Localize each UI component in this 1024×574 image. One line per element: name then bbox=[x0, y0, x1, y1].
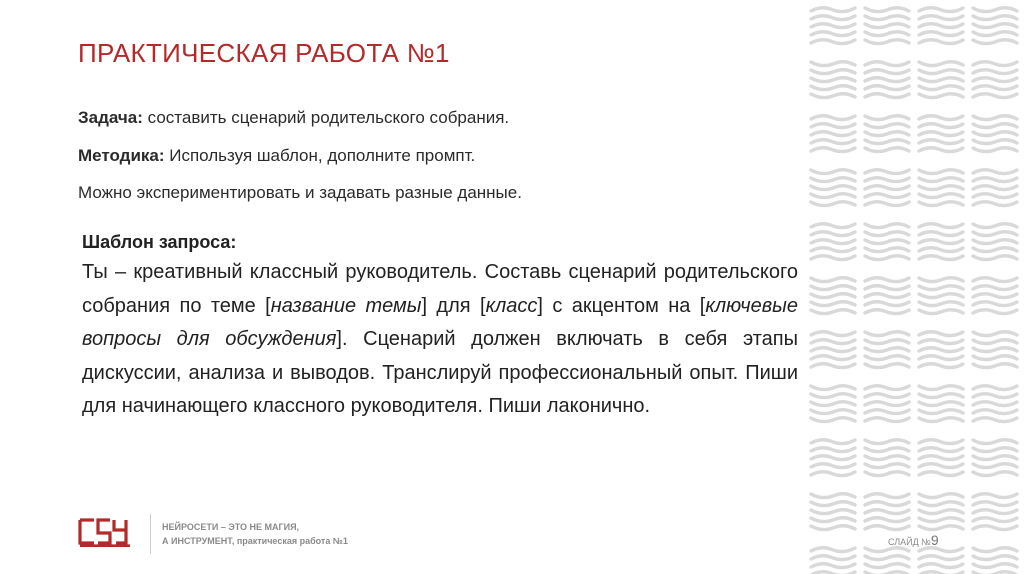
footer-line-1: НЕЙРОСЕТИ – ЭТО НЕ МАГИЯ, bbox=[162, 522, 300, 532]
task-line bbox=[78, 108, 509, 128]
template-body bbox=[82, 256, 798, 424]
pattern-tile bbox=[811, 170, 855, 206]
pattern-tile bbox=[973, 170, 1017, 206]
pattern-tile bbox=[811, 440, 855, 476]
pattern-tile bbox=[811, 62, 855, 98]
template-text-4: ]. Сценарий должен включать в себя этапы дискуссии, анализа и выводов. Транслируй профессиональный опыт. Пиши для начинающего классного руководителя. Пиши лаконично. bbox=[82, 328, 798, 417]
footer-divider bbox=[150, 514, 151, 554]
pattern-tile bbox=[973, 278, 1017, 314]
method-label: Методика: bbox=[78, 146, 165, 165]
footer-line-2: А ИНСТРУМЕНТ, практическая работа №1 bbox=[162, 536, 348, 546]
method-text: Используя шаблон, дополните промпт. bbox=[164, 146, 476, 165]
pattern-tile bbox=[865, 116, 909, 152]
note-line: Можно экспериментировать и задавать разные данные. bbox=[78, 183, 522, 202]
pattern-tile bbox=[811, 332, 855, 368]
pattern-tile bbox=[865, 170, 909, 206]
footer-caption bbox=[162, 520, 348, 548]
pattern-tile bbox=[811, 386, 855, 422]
task-text: составить сценарий родительского собрания. bbox=[142, 108, 510, 127]
pattern-tile bbox=[811, 116, 855, 152]
task-label: Задача: bbox=[78, 108, 143, 127]
pattern-tile bbox=[811, 224, 855, 260]
pattern-tile bbox=[865, 8, 909, 44]
pattern-tile bbox=[811, 548, 855, 574]
pattern-tile bbox=[919, 170, 963, 206]
pattern-tile bbox=[865, 548, 909, 574]
pattern-tile bbox=[865, 386, 909, 422]
pattern-tile bbox=[973, 386, 1017, 422]
pattern-tile bbox=[865, 440, 909, 476]
template-placeholder-questions: ключевые вопросы для обсуждения bbox=[82, 294, 798, 350]
template-heading: Шаблон запроса: bbox=[82, 232, 237, 252]
pattern-tile bbox=[919, 386, 963, 422]
slide-number-value: 9 bbox=[930, 532, 939, 548]
pattern-tile bbox=[811, 278, 855, 314]
pattern-tile bbox=[865, 62, 909, 98]
pattern-tile bbox=[811, 8, 855, 44]
template-text-2: ] для [ bbox=[421, 294, 486, 317]
pattern-tile bbox=[973, 116, 1017, 152]
pattern-tile bbox=[973, 440, 1017, 476]
pattern-tile bbox=[973, 62, 1017, 98]
pattern-tile bbox=[865, 494, 909, 530]
logo-icon bbox=[78, 517, 134, 547]
pattern-tile bbox=[919, 224, 963, 260]
template-placeholder-class: класс bbox=[485, 294, 538, 317]
slide-number-label: СЛАЙД № bbox=[888, 537, 931, 547]
decorative-pattern bbox=[807, 0, 1024, 574]
pattern-tile bbox=[919, 8, 963, 44]
pattern-tile bbox=[865, 224, 909, 260]
pattern-tile bbox=[919, 116, 963, 152]
pattern-tile bbox=[919, 62, 963, 98]
method-line bbox=[78, 146, 475, 166]
pattern-tile bbox=[919, 494, 963, 530]
template-placeholder-topic: название темы bbox=[270, 294, 422, 317]
pattern-tile bbox=[973, 224, 1017, 260]
pattern-tile bbox=[811, 494, 855, 530]
pattern-tile bbox=[865, 278, 909, 314]
pattern-tile bbox=[919, 278, 963, 314]
pattern-tile bbox=[973, 332, 1017, 368]
pattern-tile bbox=[919, 440, 963, 476]
pattern-tile bbox=[865, 332, 909, 368]
pattern-tile bbox=[919, 548, 963, 574]
template-text-3: ] с акцентом на [ bbox=[537, 294, 706, 317]
pattern-tile bbox=[973, 548, 1017, 574]
pattern-tile bbox=[973, 8, 1017, 44]
pattern-tile bbox=[919, 332, 963, 368]
pattern-tile bbox=[973, 494, 1017, 530]
slide-title: ПРАКТИЧЕСКАЯ РАБОТА №1 bbox=[78, 38, 450, 68]
template-text-1: Ты – креативный классный руководитель. Составь сценарий родительского собрания по теме [ bbox=[82, 261, 798, 317]
